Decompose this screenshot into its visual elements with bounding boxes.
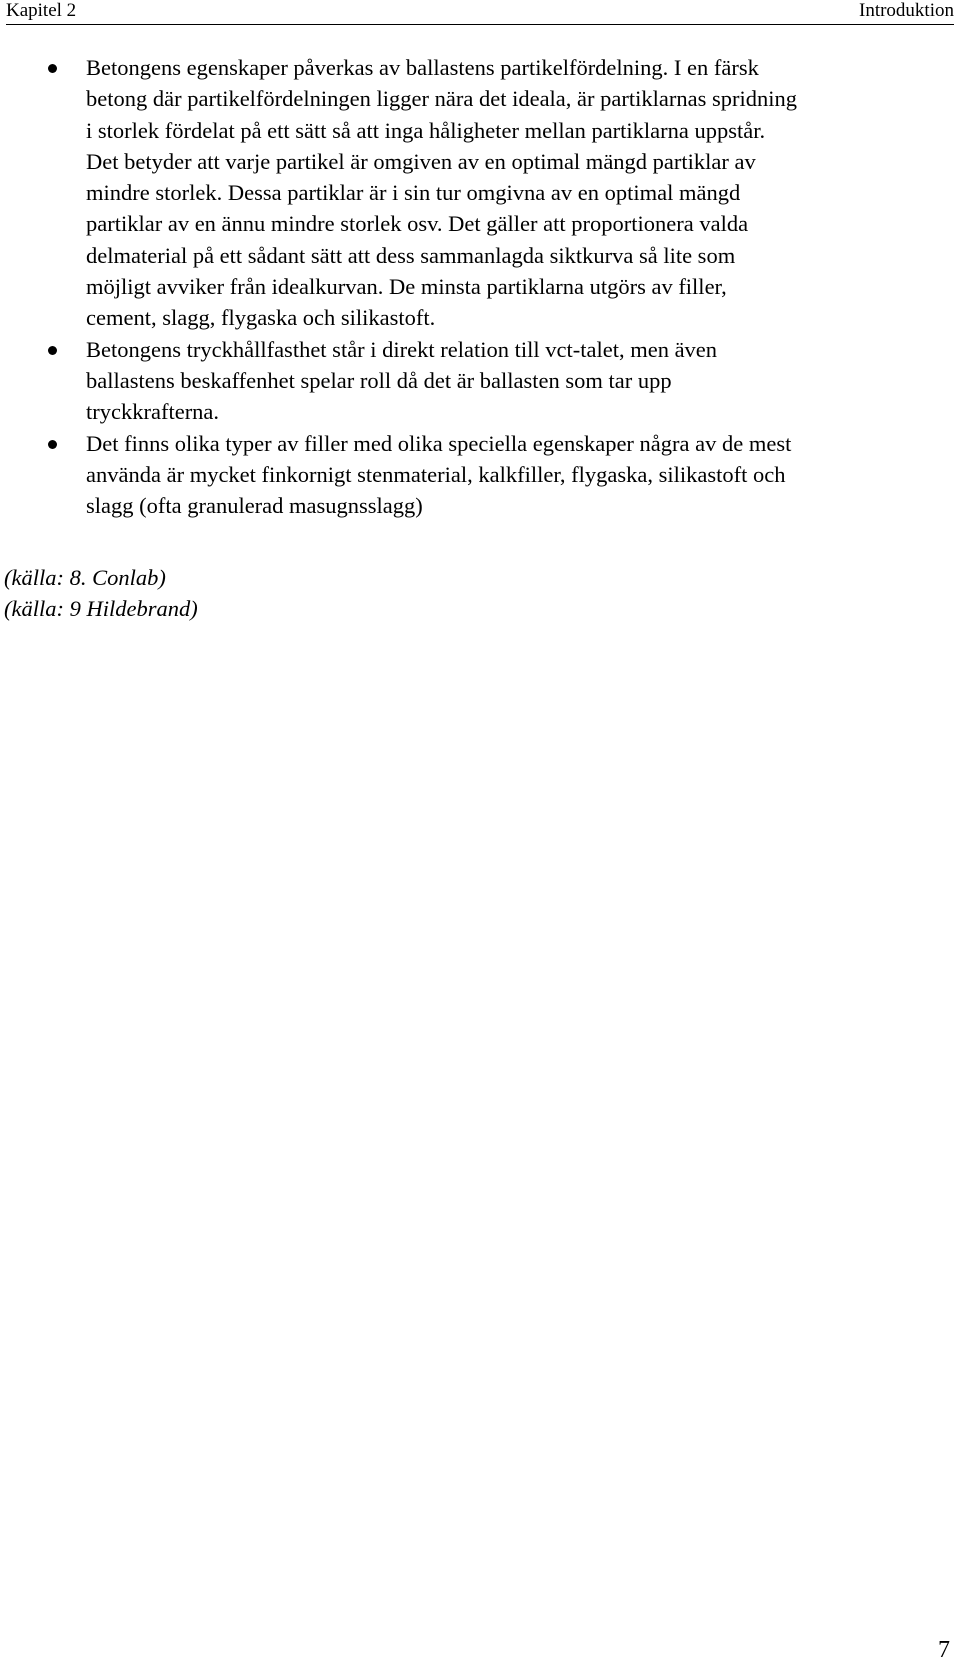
text-line: ballastens beskaffenhet spelar roll då det är ballasten som tar upp: [86, 367, 672, 393]
bullet-item-compressive-strength: [48, 334, 950, 428]
source-reference: (källa: 8. Conlab): [4, 565, 166, 590]
text-line: betong där partikelfördelningen ligger nära det ideala, är partiklarnas spridning: [86, 86, 797, 112]
text-line: möjligt avviker från idealkurvan. De minsta partiklarna utgörs av filler,: [86, 274, 727, 300]
bullet-dot-icon: [48, 64, 57, 73]
section-title: Introduktion: [859, 0, 954, 21]
bullet-item-filler-types: [48, 428, 950, 522]
text-line: tryckkrafterna.: [86, 399, 220, 425]
text-line: Betongens egenskaper påverkas av ballastens partikelfördelning. I en färsk: [86, 55, 759, 80]
text-line: använda är mycket finkornigt stenmaterial, kalkfiller, flygaska, silikastoft och: [86, 461, 786, 487]
text-line: cement, slagg, flygaska och silikastoft.: [86, 305, 436, 331]
text-line: Betongens tryckhållfasthet står i direkt relation till vct-talet, men även: [86, 336, 718, 362]
text-line: Det finns olika typer av filler med olika speciella egenskaper några av de mest: [86, 430, 792, 456]
chapter-label: Kapitel 2: [6, 0, 77, 21]
page-header: [6, 0, 954, 25]
bullet-item-particle-distribution: [48, 52, 950, 334]
text-line: Det betyder att varje partikel är omgiven av en optimal mängd partiklar av: [86, 148, 756, 174]
text-line: mindre storlek. Dessa partiklar är i sin tur omgivna av en optimal mängd: [86, 180, 741, 206]
page-number: 7: [938, 1637, 950, 1663]
source-references: [4, 562, 198, 624]
text-line: delmaterial på ett sådant sätt att dess sammanlagda siktkurva så lite som: [86, 242, 736, 268]
text-line: slagg (ofta granulerad masugnsslagg): [86, 493, 423, 519]
text-line: i storlek fördelat på ett sätt så att inga håligheter mellan partiklarna uppstår.: [86, 117, 766, 143]
bullet-list: [48, 52, 950, 521]
bullet-dot-icon: [48, 346, 57, 355]
text-line: partiklar av en ännu mindre storlek osv. Det gäller att proportionera valda: [86, 211, 749, 237]
bullet-dot-icon: [48, 440, 57, 449]
source-reference: (källa: 9 Hildebrand): [4, 596, 198, 621]
